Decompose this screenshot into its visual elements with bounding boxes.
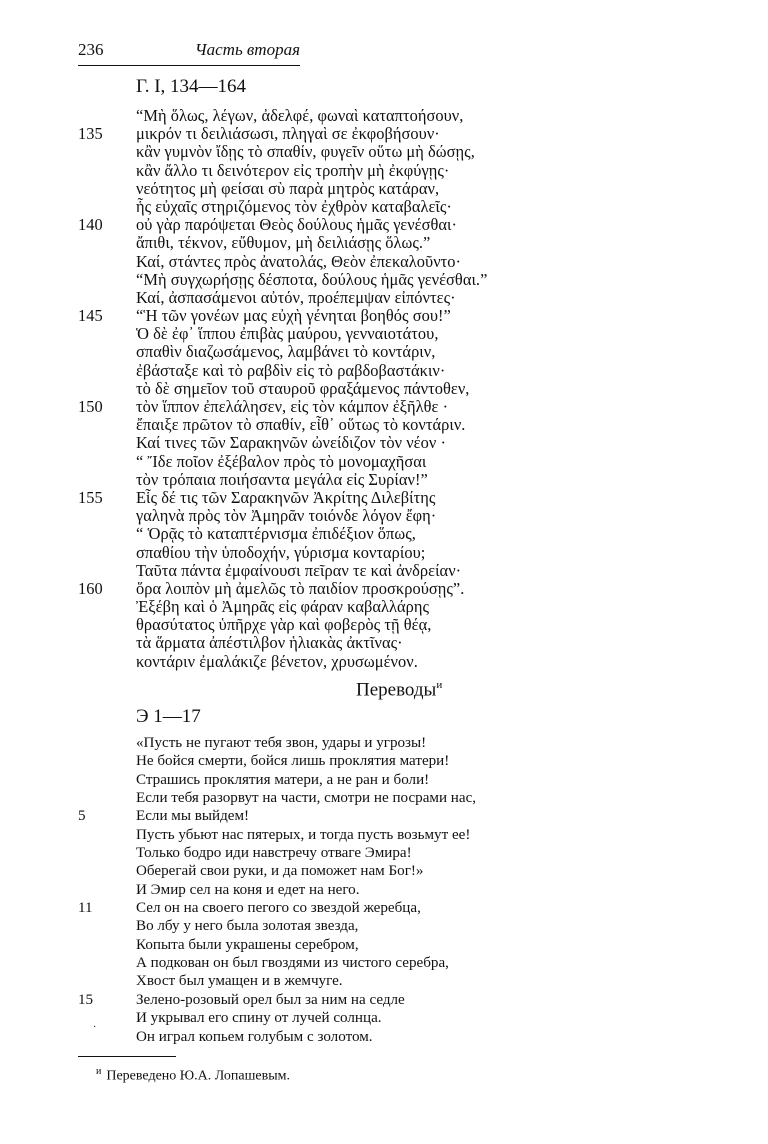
verse-line (0, 597, 768, 615)
line-text: Ταῦτα πάντα ἐμφαίνουσι πεῖραν τε καὶ ἀνδρείαν· (136, 560, 462, 580)
line-text: Только бодро иди навстречу отваге Эмира! (136, 845, 412, 862)
verse-line (0, 845, 768, 863)
line-text: θρασύτατος ὑπῆρχε γὰρ καὶ φοβερὸς τῇ θέᾳ, (136, 615, 432, 635)
stray-dot: · (93, 1022, 97, 1033)
verse-line (0, 306, 768, 324)
line-text: И укрывал его спину от лучей солнца. (136, 1010, 382, 1027)
line-text: Хвост был умащен и в жемчуге. (136, 973, 343, 990)
line-text: ἧς εὐχαῖς στηριζόμενος τὸν ἐχθρὸν καταβαλεῖς· (136, 196, 452, 216)
line-text: Зелено-розовый орел был за ним на седле (136, 991, 405, 1008)
verse-line (0, 882, 768, 900)
footnote-text: Переведено Ю.А. Лопашевым. (106, 1068, 291, 1084)
line-text: «Пусть не пугают тебя звон, удары и угрозы! (136, 735, 427, 751)
verse-line (0, 992, 768, 1010)
line-number: 145 (78, 306, 103, 326)
line-text: “Μὴ συγχωρήσῃς δέσποτα, δούλους ἡμᾶς γενέσθαι.” (136, 269, 488, 289)
verse-line (0, 124, 768, 142)
verse-line (0, 863, 768, 881)
verse-line (0, 1010, 768, 1028)
line-text: Καί, ἀσπασάμενοι αὐτόν, προέπεμψαν εἰπόντες· (136, 287, 456, 307)
line-number: 150 (78, 397, 103, 416)
russian-section-heading: Э 1—17 (136, 706, 201, 727)
line-text: οὐ γὰρ παρόψεται Θεὸς δούλους ἡμᾶς γενέσθαι· (136, 215, 457, 235)
verse-line (0, 161, 768, 179)
verse-line (0, 488, 768, 506)
line-text: Если тебя разорвут на части, смотри не посрами нас, (136, 790, 477, 807)
verse-line (0, 543, 768, 561)
line-text: Он играл копьем голубым с золотом. (136, 1028, 373, 1045)
verse-line (0, 415, 768, 433)
line-text: Копыта были украшены серебром, (136, 936, 359, 953)
russian-verse (0, 735, 768, 1047)
line-text: ὅρα λοιπὸν μὴ ἀμελῶς τὸ παιδίον προσκρούσῃς”. (136, 578, 465, 598)
line-number: 140 (78, 215, 103, 235)
line-text: “ Ὁρᾷς τὸ καταπτέρνισμα ἐπιδέξιον ὅπως, (136, 524, 416, 544)
verse-line (0, 827, 768, 845)
line-text: τὸν τρόπαια ποιήσαντα μεγάλα εἰς Συρίαν!” (136, 469, 428, 489)
verse-line (0, 1029, 768, 1047)
line-text: νεότητος μὴ φείσαι σὺ παρὰ μητρὸς κατάραν, (136, 178, 440, 198)
page-number: 236 (78, 40, 104, 59)
verse-line (0, 772, 768, 790)
footnote-mark: и (96, 1066, 102, 1077)
line-number: 5 (78, 808, 86, 825)
verse-line (0, 790, 768, 808)
header-rule (78, 65, 300, 66)
verse-line (0, 288, 768, 306)
line-text: σπαθίου τὴν ὑποδοχήν, γύρισμα κονταρίου; (136, 542, 426, 562)
line-text: “Μὴ ὅλως, λέγων, ἀδελφέ, φωναὶ καταπτοήσουν, (136, 106, 464, 125)
line-text: γαληνὰ πρὸς τὸν Ἀμηρᾶν τοιόνδε λόγον ἔφη· (136, 506, 437, 526)
verse-line (0, 252, 768, 270)
line-number: 135 (78, 124, 103, 144)
verse-line (0, 735, 768, 753)
verse-line (0, 342, 768, 360)
line-text: κἂν ἄλλο τι δεινότερον εἰς τροπὴν μὴ ἐκφύγῃς· (136, 160, 450, 180)
line-text: Ὁ δὲ ἐφ᾽ ἵππου ἐπιβὰς μαύρου, γενναιοτάτου, (136, 324, 439, 344)
verse-line (0, 918, 768, 936)
verse-line (0, 615, 768, 633)
line-text: Если мы выйдем! (136, 808, 250, 825)
translations-footnote-mark: и (436, 679, 443, 691)
line-text: ἔπαιξε πρῶτον τὸ σπαθίν, εἶθ᾽ οὕτως τὸ κοντάριν. (136, 415, 466, 435)
running-head: Часть вторая (194, 40, 300, 59)
translations-heading-text: Переводы (356, 679, 437, 701)
line-text: Страшись проклятия матери, а не ран и боли! (136, 771, 430, 788)
footnote-rule (78, 1056, 176, 1057)
line-number: 160 (78, 578, 103, 598)
line-text: “ Ἴδε ποῖον ἐξέβαλον πρὸς τὸ μονομαχῆσαι (136, 451, 427, 471)
verse-line (0, 808, 768, 826)
verse-line (0, 633, 768, 651)
line-text: Ἐξέβη καὶ ὁ Ἀμηρᾶς εἰς φάραν καβαλλάρης (136, 597, 430, 617)
line-text: Не бойся смерти, бойся лишь проклятия матери! (136, 753, 450, 770)
line-text: μικρόν τι δειλιάσωσι, πληγαὶ σε ἐκφοβήσουν· (136, 124, 440, 144)
line-text: τὸν ἵππον ἐπελάλησεν, εἰς τὸν κάμπον ἐξῆλθε · (136, 397, 449, 416)
verse-line (0, 142, 768, 160)
line-text: ἐβάσταξε καὶ τὸ ραβδὶν εἰς τὸ ραβδοβαστάκιν· (136, 360, 446, 380)
line-text: И Эмир сел на коня и едет на него. (136, 881, 360, 898)
line-text: Сел он на своего пегого со звездой жеребца, (136, 900, 421, 917)
verse-line (0, 361, 768, 379)
verse-line (0, 452, 768, 470)
page-header (78, 40, 300, 64)
verse-line (0, 106, 768, 124)
line-text: “Ἡ τῶν γονέων μας εὐχὴ γένηται βοηθός σου!” (136, 306, 451, 326)
line-text: Εἷς δέ τις τῶν Σαρακηνῶν Ἀκρίτης Διλεβίτης (136, 487, 436, 507)
line-text: ἄπιθι, τέκνον, εὔθυμον, μὴ δειλιάσῃς ὅλως.” (136, 233, 431, 253)
verse-line (0, 900, 768, 918)
verse-line (0, 433, 768, 451)
verse-line (0, 561, 768, 579)
verse-line (0, 324, 768, 342)
verse-line (0, 397, 768, 415)
greek-verse (0, 106, 768, 670)
verse-line (0, 506, 768, 524)
verse-line (0, 470, 768, 488)
verse-line (0, 937, 768, 955)
line-text: Оберегай свои руки, и да поможет нам Бог!» (136, 863, 424, 880)
translations-heading (356, 679, 442, 701)
verse-line (0, 179, 768, 197)
line-text: κοντάριν ἐμαλάκιζε βένετον, χρυσωμένον. (136, 651, 418, 671)
line-text: σπαθὶν διαζωσάμενος, λαμβάνει τὸ κοντάριν, (136, 342, 436, 362)
verse-line (0, 233, 768, 251)
line-text: А подкован он был гвоздями из чистого серебра, (136, 955, 449, 972)
verse-line (0, 197, 768, 215)
line-number: 11 (78, 900, 93, 917)
footnote (96, 1066, 290, 1085)
line-number: 15 (78, 991, 94, 1008)
verse-line (0, 955, 768, 973)
line-text: Καί, στάντες πρὸς ἀνατολάς, Θεὸν ἐπεκαλοῦντο· (136, 251, 462, 271)
verse-line (0, 379, 768, 397)
verse-line (0, 973, 768, 991)
line-text: τὰ ἅρματα ἀπέστιλβον ἡλιακὰς ἀκτῖνας· (136, 633, 403, 653)
line-text: Пусть убьют нас пятерых, и тогда пусть возьмут ее! (136, 826, 471, 843)
line-text: Καί τινες τῶν Σαρακηνῶν ὠνείδιζον τὸν νέον · (136, 433, 446, 453)
verse-line (0, 215, 768, 233)
verse-line (0, 753, 768, 771)
line-text: Во лбу у него была золотая звезда, (136, 918, 359, 935)
greek-section-heading: Γ. I, 134—164 (136, 76, 247, 97)
verse-line (0, 652, 768, 670)
line-number: 155 (78, 487, 103, 507)
line-text: κἂν γυμνὸν ἴδῃς τὸ σπαθίν, φυγεῖν οὕτω μὴ δώσῃς, (136, 142, 475, 162)
line-text: τὸ δὲ σημεῖον τοῦ σταυροῦ φραξάμενος πάντοθεν, (136, 378, 470, 398)
verse-line (0, 579, 768, 597)
verse-line (0, 524, 768, 542)
verse-line (0, 270, 768, 288)
